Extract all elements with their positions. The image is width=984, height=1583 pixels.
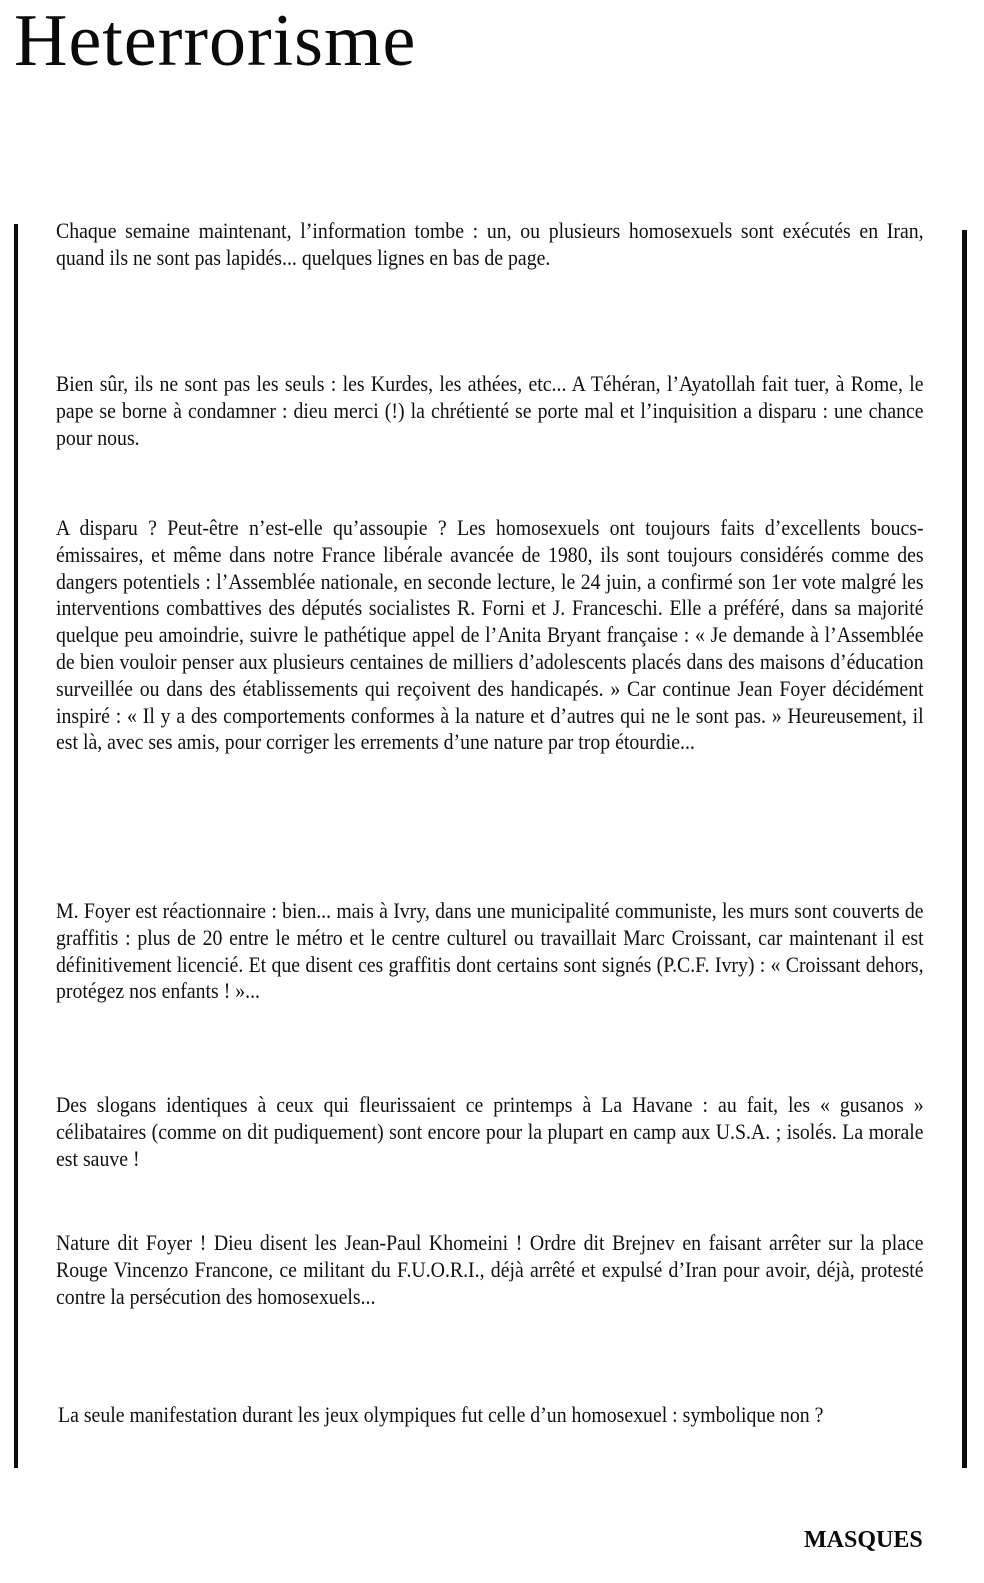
paragraph-1: Chaque semaine maintenant, l’information tombe : un, ou plusieurs homosexuels sont exécutés en Iran, quand ils ne sont pas lapidés... quelques lignes en bas de page. bbox=[56, 218, 924, 270]
article-title: Heterrorisme bbox=[14, 0, 417, 82]
paragraph-6: Nature dit Foyer ! Dieu disent les Jean-Paul Khomeini ! Ordre dit Brejnev en faisant arrêter sur la place Rouge Vincenzo Francone, ce militant du F.U.O.R.I., déjà arrêté et expulsé d’Iran pour avoir, déjà, protesté contre la persécution des homosexuels... bbox=[56, 1230, 924, 1309]
paragraph-7: La seule manifestation durant les jeux olympiques fut celle d’un homosexuel : symbolique non ? bbox=[58, 1402, 824, 1427]
paragraph-5: Des slogans identiques à ceux qui fleurissaient ce printemps à La Havane : au fait, les « gusanos » célibataires (comme on dit pudiquement) sont encore pour la plupart en camp aux U.S.A. ; isolés. La morale est sauve ! bbox=[56, 1092, 924, 1171]
paragraph-3: A disparu ? Peut-être n’est-elle qu’assoupie ? Les homosexuels ont toujours faits d’excellents boucs-émissaires, et même dans notre France libérale avancée de 1980, ils sont toujours considérés comme des dangers potentiels : l’Assemblée nationale, en seconde lecture, le 24 juin, a confirmé son 1er vote malgré les interventions combattives des députés socialistes R. Forni et J. Franceschi. Elle a préféré, dans sa majorité quelque peu amoindrie, suivre le pathétique appel de l’Anita Bryant française : « Je demande à l’Assemblée de bien vouloir penser aux plusieurs centaines de milliers d’adolescents placés dans des maisons d’éducation surveillée ou dans des établissements qui reçoivent des handicapés. » Car continue Jean Foyer décidément inspiré : « Il y a des comportements conformes à la nature et d’autres qui ne le sont pas. » Heureusement, il est là, avec ses amis, pour corriger les errements d’une nature par trop étourdie... bbox=[56, 515, 924, 755]
paragraph-2: Bien sûr, ils ne sont pas les seuls : les Kurdes, les athées, etc... A Téhéran, l’Ayatollah fait tuer, à Rome, le pape se borne à condamner : dieu merci (!) la chrétienté se porte mal et l’inquisition a disparu : une chance pour nous. bbox=[56, 371, 924, 450]
right-margin-rule bbox=[962, 230, 967, 1468]
paragraph-4: M. Foyer est réactionnaire : bien... mais à Ivry, dans une municipalité communiste, les murs sont couverts de graffitis : plus de 20 entre le métro et le centre culturel ou travaillait Marc Croissant, car maintenant il est définitivement licencié. Et que disent ces graffitis dont certains sont signés (P.C.F. Ivry) : « Croissant dehors, protégez nos enfants ! »... bbox=[56, 898, 924, 1004]
left-margin-rule bbox=[14, 224, 18, 1468]
signature: MASQUES bbox=[804, 1527, 923, 1553]
